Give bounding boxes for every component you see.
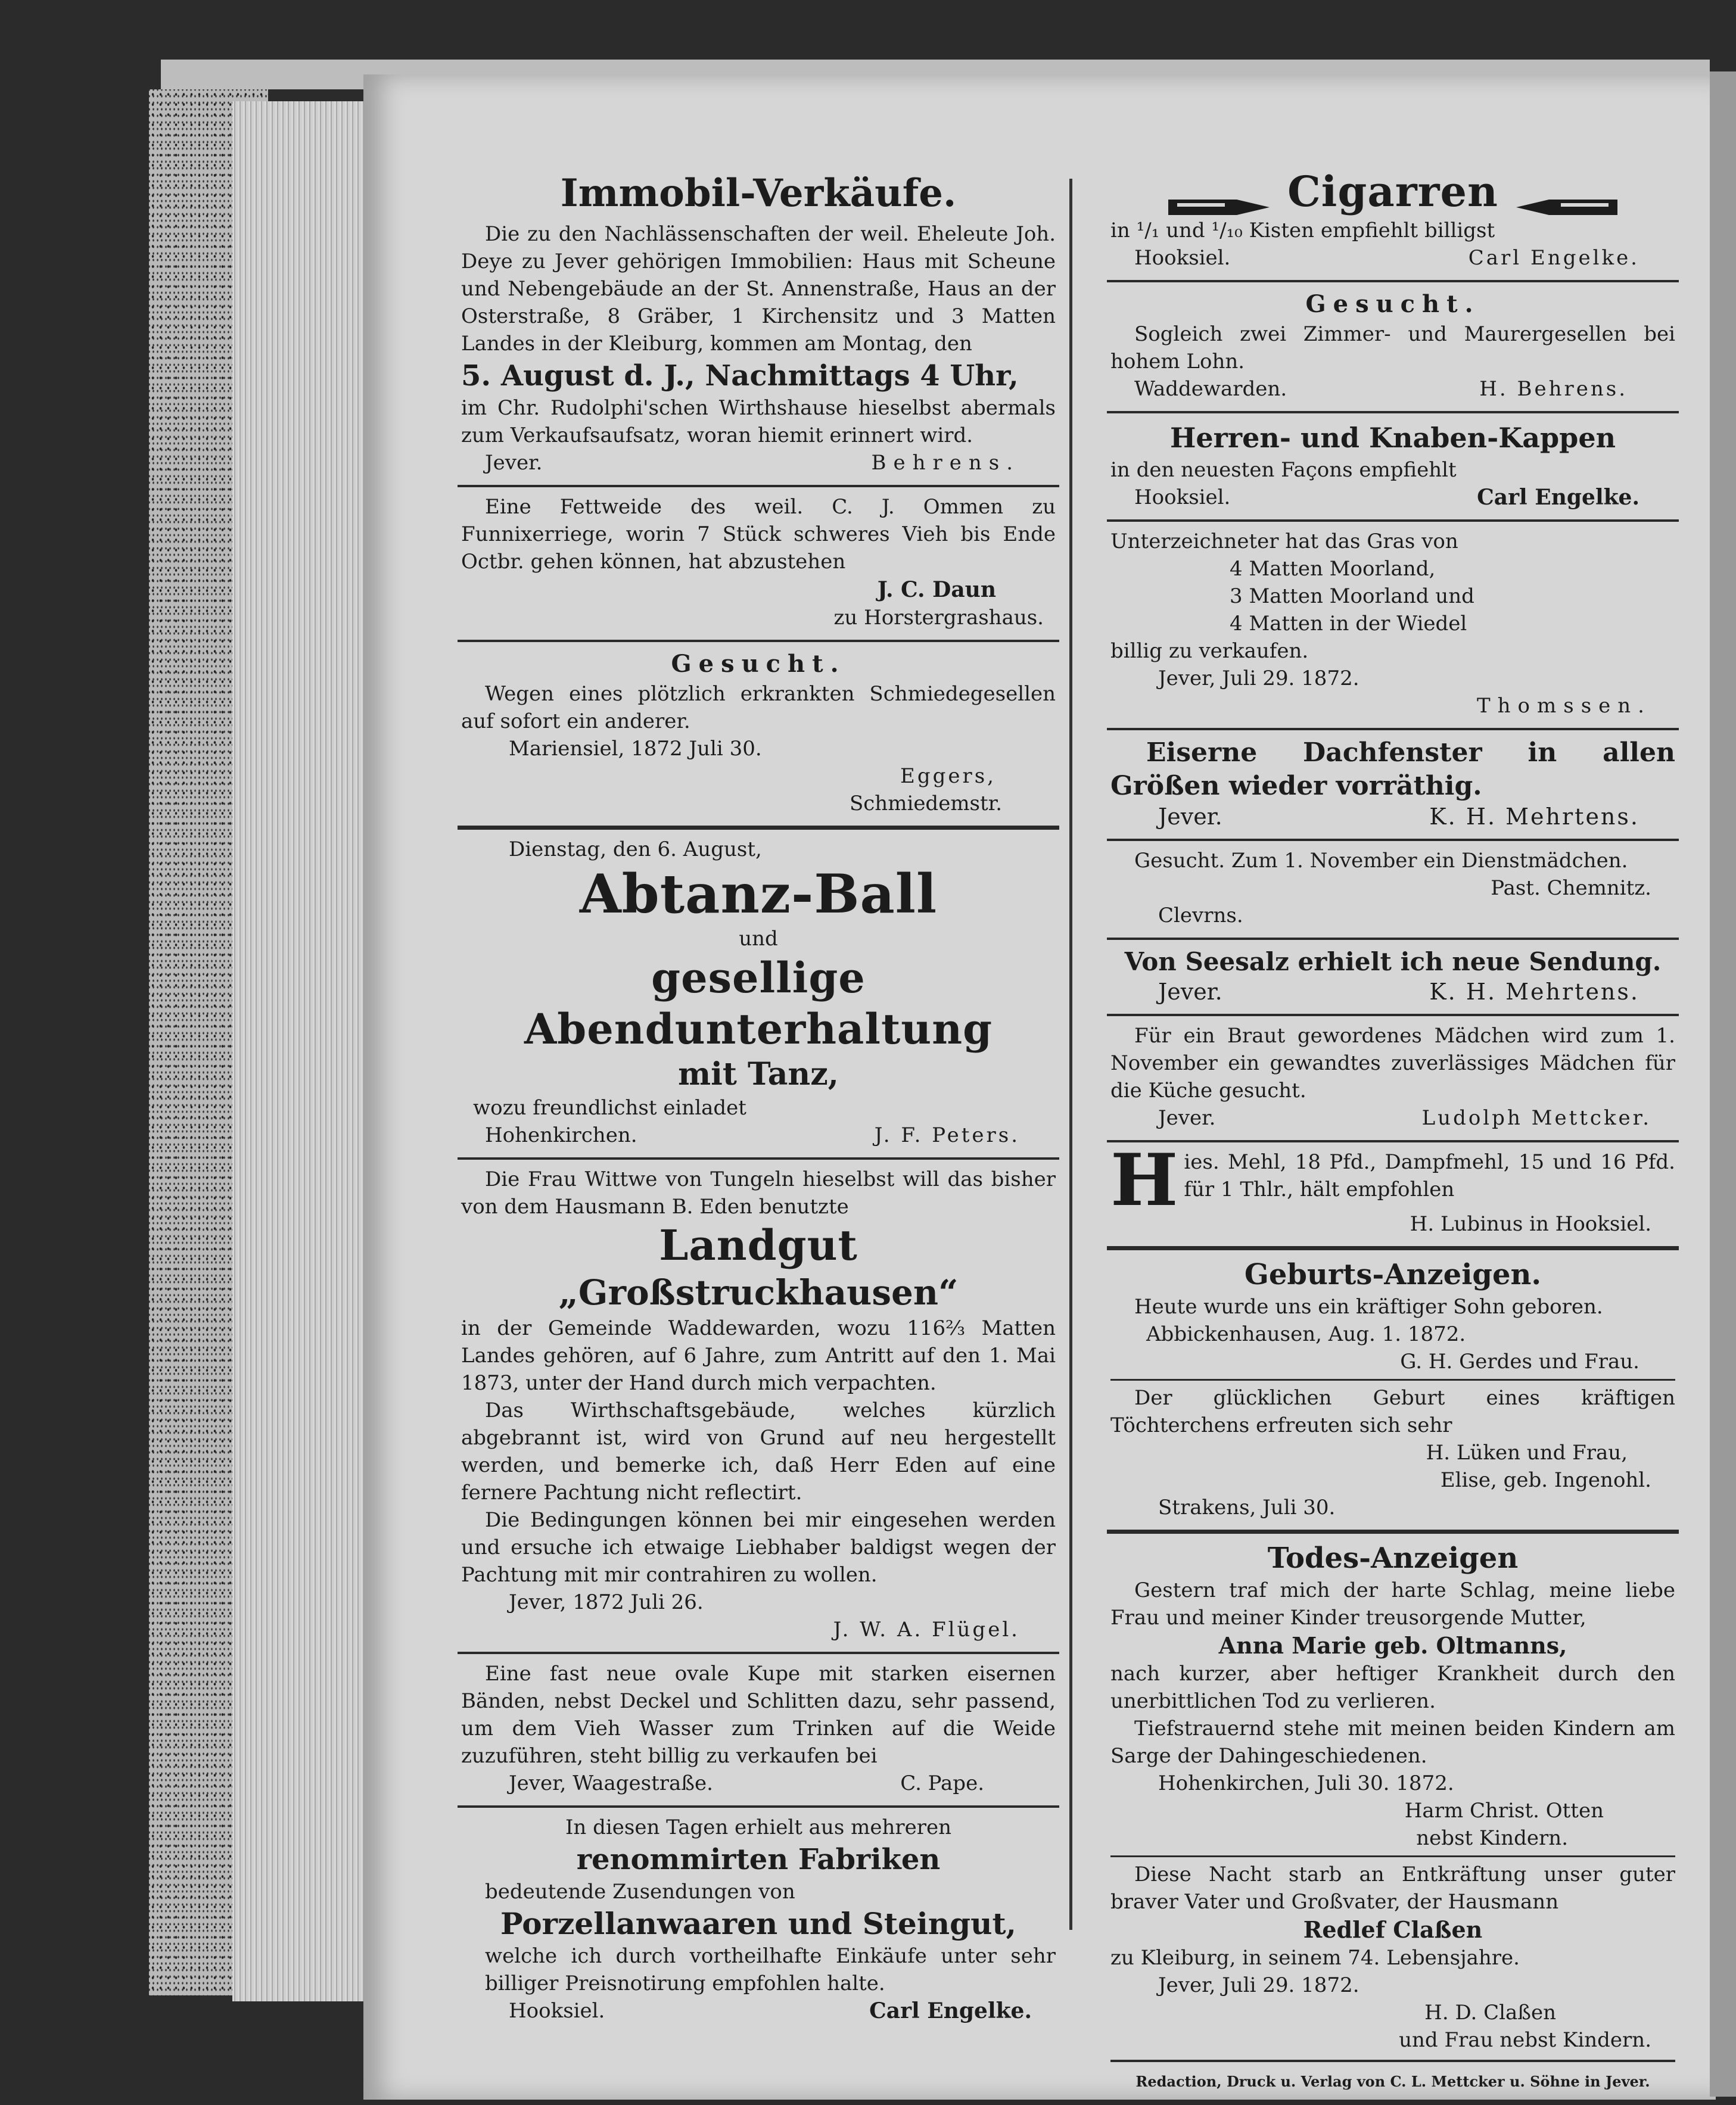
ad-text: nach kurzer, aber heftiger Krankheit durch den unerbittlichen Tod zu verlieren.: [1110, 1662, 1675, 1713]
ad-place: Jever.: [1158, 979, 1222, 1005]
ad-gesucht-right: [1107, 282, 1679, 413]
ad-text: Die Bedingungen können bei mir eingesehen werden und ersuche ich etwaige Liebhaber baldigst wegen der Pachtung mit mir contrahiren zu wollen.: [461, 1508, 1056, 1587]
ad-seesalz: [1107, 940, 1679, 1016]
ad-title: Geburts-Anzeigen.: [1244, 1258, 1542, 1291]
ad-text: Die zu den Nachlässenschaften der weil. Eheleute Joh. Deye zu Jever gehörigen Immobilien: Haus mit Scheune und Nebengebäude an der St. Annenstraße, Haus an der Osterstraße, 8 Gräber, 1 Kirchensitz und 3 Matten Landes in der Kleiburg, kommen am Montag, den: [461, 222, 1056, 356]
ad-text: Tiefstrauernd stehe mit meinen beiden Kindern am Sarge der Dahingeschiedenen.: [1110, 1717, 1675, 1768]
ad-signer: H. Behrens.: [1479, 377, 1628, 401]
ad-signer: nebst Kindern.: [1416, 1826, 1568, 1850]
ad-name: Redlef Claßen: [1303, 1916, 1483, 1943]
ad-text: Gestern traf mich der harte Schlag, meine liebe Frau und meiner Kinder treusorgende Mutter,: [1110, 1578, 1675, 1630]
ad-title: Immobil-Verkäufe.: [560, 171, 957, 216]
ad-title: mit Tanz,: [678, 1056, 839, 1092]
ad-place: Strakens, Juli 30.: [1158, 1496, 1336, 1519]
ad-signer: J. F. Peters.: [874, 1123, 1020, 1147]
signature-line: [1110, 1104, 1675, 1132]
ad-text: Gesucht. Zum 1. November ein Dienstmädchen.: [1134, 849, 1628, 873]
ad-text: Die Frau Wittwe von Tungeln hieselbst will das bisher von dem Hausmann B. Eden benutzte: [461, 1167, 1056, 1219]
ad-signer: und Frau nebst Kindern.: [1399, 2028, 1651, 2052]
ad-signer: Carl Engelke.: [869, 1998, 1032, 2023]
ad-dienstmaedchen: [1107, 841, 1679, 940]
ad-kupe: [458, 1654, 1059, 1808]
ad-signer: K. H. Mehrtens.: [1429, 804, 1639, 830]
ad-place: Jever, Juli 29. 1872.: [1158, 1973, 1359, 1997]
ad-signer: Past. Chemnitz.: [1491, 876, 1651, 900]
ad-signer: C. Pape.: [900, 1771, 984, 1795]
ad-title: Herren- und Knaben-Kappen: [1169, 422, 1616, 454]
ad-place: Hooksiel.: [1134, 246, 1231, 270]
ad-signer: J. W. A. Flügel.: [833, 1618, 1020, 1642]
list-item: 4 Matten Moorland,: [1230, 557, 1436, 581]
pointing-hand-icon: [1513, 182, 1620, 209]
ad-todes: [1107, 1534, 1679, 2100]
ad-place: Jever, Juli 29. 1872.: [1158, 667, 1359, 690]
ad-place: Jever.: [485, 451, 543, 475]
ad-text: Diese Nacht starb an Entkräftung unser guter braver Vater und Großvater, der Hausmann: [1110, 1855, 1675, 1916]
ad-signer: Carl Engelke.: [1477, 485, 1639, 510]
drop-cap: H: [1110, 1138, 1178, 1222]
ad-fettweide: [458, 487, 1059, 642]
left-column: [458, 161, 1059, 2033]
ad-place: Waddewarden.: [1134, 377, 1287, 401]
ad-text: welche ich durch vortheilhafte Einkäufe unter sehr billiger Preisnotirung empfohlen halte.: [485, 1944, 1056, 1995]
ad-place: Hohenkirchen, Juli 30. 1872.: [1158, 1771, 1454, 1795]
ad-place: Hohenkirchen.: [485, 1123, 637, 1147]
ad-title: Porzellanwaaren und Steingut,: [500, 1906, 1016, 1941]
adjacent-page: [1710, 71, 1736, 2097]
ad-signer: Behrens.: [871, 451, 1020, 475]
ad-signer-place: zu Horstergrashaus.: [833, 606, 1044, 630]
ad-title: gesellige Abendunterhaltung: [524, 953, 993, 1054]
ad-signer: H. Lüken und Frau,: [1426, 1441, 1628, 1465]
ad-signer: Carl Engelke.: [1468, 246, 1639, 270]
ad-immobil: [458, 161, 1059, 487]
ad-title: [1110, 167, 1675, 217]
ad-text: Der glücklichen Geburt eines kräftigen Töchterchens erfreuten sich sehr: [1110, 1379, 1675, 1439]
ad-place: Jever.: [1158, 804, 1222, 830]
ad-text: Eine Fettweide des weil. C. J. Ommen zu Funnixerriege, worin 7 Stück schweres Vieh bis Ende Octbr. gehen können, hat abzustehen: [461, 495, 1056, 574]
ad-place: Clevrns.: [1158, 904, 1243, 927]
ad-landgut: [458, 1160, 1059, 1654]
ad-text: in den neuesten Façons empfiehlt: [1110, 458, 1457, 482]
ad-place: Jever, Waagestraße.: [509, 1771, 713, 1795]
gras-list: [1110, 555, 1675, 637]
signature-line: [1110, 244, 1675, 272]
ad-text: Das Wirthschaftsgebäude, welches kürzlich abgebrannt ist, wird von Grund auf neu hergestellt werden, und bemerke ich, daß Herr Eden auf eine fernere Pachtung nicht reflectirt.: [461, 1399, 1056, 1505]
signature-line: [461, 449, 1056, 477]
signature-line: [461, 1122, 1056, 1149]
ad-place: Jever, 1872 Juli 26.: [509, 1590, 704, 1614]
ad-title: Landgut: [659, 1220, 858, 1270]
ad-gesucht: [458, 642, 1059, 830]
ad-title: renommirten Fabriken: [576, 1843, 941, 1876]
ad-title: „Großstruckhausen“: [558, 1272, 959, 1313]
ad-porzellan: [458, 1808, 1059, 2033]
ad-date: Dienstag, den 6. August,: [509, 837, 762, 861]
ad-text: Eine fast neue ovale Kupe mit starken eisernen Bänden, nebst Deckel und Schlitten dazu, sehr passend, um dem Vieh Wasser zum Trinken auf die Weide zuzuführen, steht billig zu verkaufen bei: [461, 1662, 1056, 1768]
ad-place: Jever.: [1158, 1106, 1216, 1130]
ad-date: 5. August d. J., Nachmittags 4 Uhr,: [461, 359, 1019, 393]
right-column: [1107, 161, 1679, 2100]
ad-signer: J. C. Daun: [877, 577, 996, 602]
ad-signer: H. D. Claßen: [1424, 2001, 1556, 2025]
signature-line: [1110, 803, 1675, 830]
ad-title: Gesucht.: [671, 650, 846, 678]
ad-text: zu Kleiburg, in seinem 74. Lebensjahre.: [1110, 1946, 1520, 1970]
signature-line: [461, 1770, 1056, 1797]
ad-title-text: Cigarren: [1287, 167, 1498, 216]
signature-line: [461, 1997, 1056, 2025]
ad-text: Wegen eines plötzlich erkrankten Schmiedegesellen auf sofort ein anderer.: [461, 682, 1056, 733]
ad-title: Gesucht.: [1305, 290, 1480, 318]
ad-text: ies. Mehl, 18 Pfd., Dampfmehl, 15 und 16 Pfd. für 1 Thlr., hält empfohlen: [1184, 1150, 1675, 1201]
signature-line: [1110, 484, 1675, 511]
ad-text: Unterzeichneter hat das Gras von: [1110, 530, 1458, 553]
ad-place: Hooksiel.: [509, 1999, 605, 2023]
ad-text: billig zu verkaufen.: [1110, 639, 1309, 663]
ad-gras: [1107, 522, 1679, 730]
ad-geburt: [1107, 1250, 1679, 1534]
ad-text: in der Gemeinde Waddewarden, wozu 116⅔ Matten Landes gehören, auf 6 Jahre, zum Antritt auf den 1. Mai 1873, unter der Hand durch mich verpachten.: [461, 1316, 1056, 1395]
ad-title: Eiserne Dachfenster in allen Größen wieder vorräthig.: [1110, 737, 1675, 801]
ad-signer: G. H. Gerdes und Frau.: [1400, 1350, 1639, 1374]
ad-title: Todes-Anzeigen: [1267, 1542, 1519, 1575]
ad-text: Heute wurde uns ein kräftiger Sohn geboren.: [1134, 1295, 1603, 1319]
ad-signer: Eggers,: [900, 764, 996, 788]
imprint-footer: Redaction, Druck u. Verlag von C. L. Mettcker u. Söhne in Jever.: [1110, 2060, 1675, 2092]
ad-signer: Ludolph Mettcker.: [1421, 1106, 1651, 1130]
list-item: 3 Matten Moorland und: [1230, 584, 1474, 608]
ad-title: Von Seesalz erhielt ich neue Sendung.: [1124, 947, 1662, 976]
ad-place: Abbickenhausen, Aug. 1. 1872.: [1146, 1322, 1466, 1346]
ad-text: in ¹/₁ und ¹/₁₀ Kisten empfiehlt billigst: [1110, 219, 1495, 242]
ad-text: In diesen Tagen erhielt aus mehreren: [565, 1816, 951, 1839]
ad-signer: Schmiedemstr.: [849, 792, 1002, 815]
ad-signer: Thomssen.: [1476, 694, 1651, 718]
list-item: 4 Matten in der Wiedel: [1230, 612, 1467, 636]
signature-line: [1110, 978, 1675, 1005]
signature-line: [1110, 375, 1675, 403]
ad-mehl: [1107, 1138, 1679, 1250]
ad-place: Hooksiel.: [1134, 485, 1231, 509]
ad-cigarren: [1107, 161, 1679, 282]
ad-name: Anna Marie geb. Oltmanns,: [1218, 1632, 1567, 1659]
ad-signer: Elise, geb. Ingenohl.: [1440, 1468, 1651, 1492]
ad-dachfenster: [1107, 730, 1679, 841]
ad-text: bedeutende Zusendungen von: [485, 1880, 795, 1904]
ad-text: Sogleich zwei Zimmer- und Maurergesellen bei hohem Lohn.: [1110, 322, 1675, 373]
ad-braut: [1107, 1016, 1679, 1142]
ad-text: im Chr. Rudolphi'schen Wirthshause hieselbst abermals zum Verkaufsaufsatz, woran hiemit erinnert wird.: [461, 396, 1056, 447]
ad-ball: [458, 830, 1059, 1160]
page-edges: [232, 101, 369, 2001]
ad-signer: K. H. Mehrtens.: [1429, 979, 1639, 1005]
ad-place: Mariensiel, 1872 Juli 30.: [509, 737, 762, 761]
column-divider: [1069, 179, 1072, 1930]
ad-text: Für ein Braut gewordenes Mädchen wird zum 1. November ein gewandtes zuverlässiges Mädchen für die Küche gesucht.: [1110, 1024, 1675, 1103]
ad-kappen: [1107, 413, 1679, 522]
ad-signer: Harm Christ. Otten: [1404, 1799, 1604, 1823]
ad-title: Abtanz-Ball: [579, 862, 938, 926]
ad-text: wozu freundlichst einladet: [473, 1096, 746, 1120]
ad-signer: H. Lubinus in Hooksiel.: [1410, 1212, 1651, 1236]
ad-text: und: [739, 927, 778, 951]
pointing-hand-icon: [1165, 182, 1273, 209]
